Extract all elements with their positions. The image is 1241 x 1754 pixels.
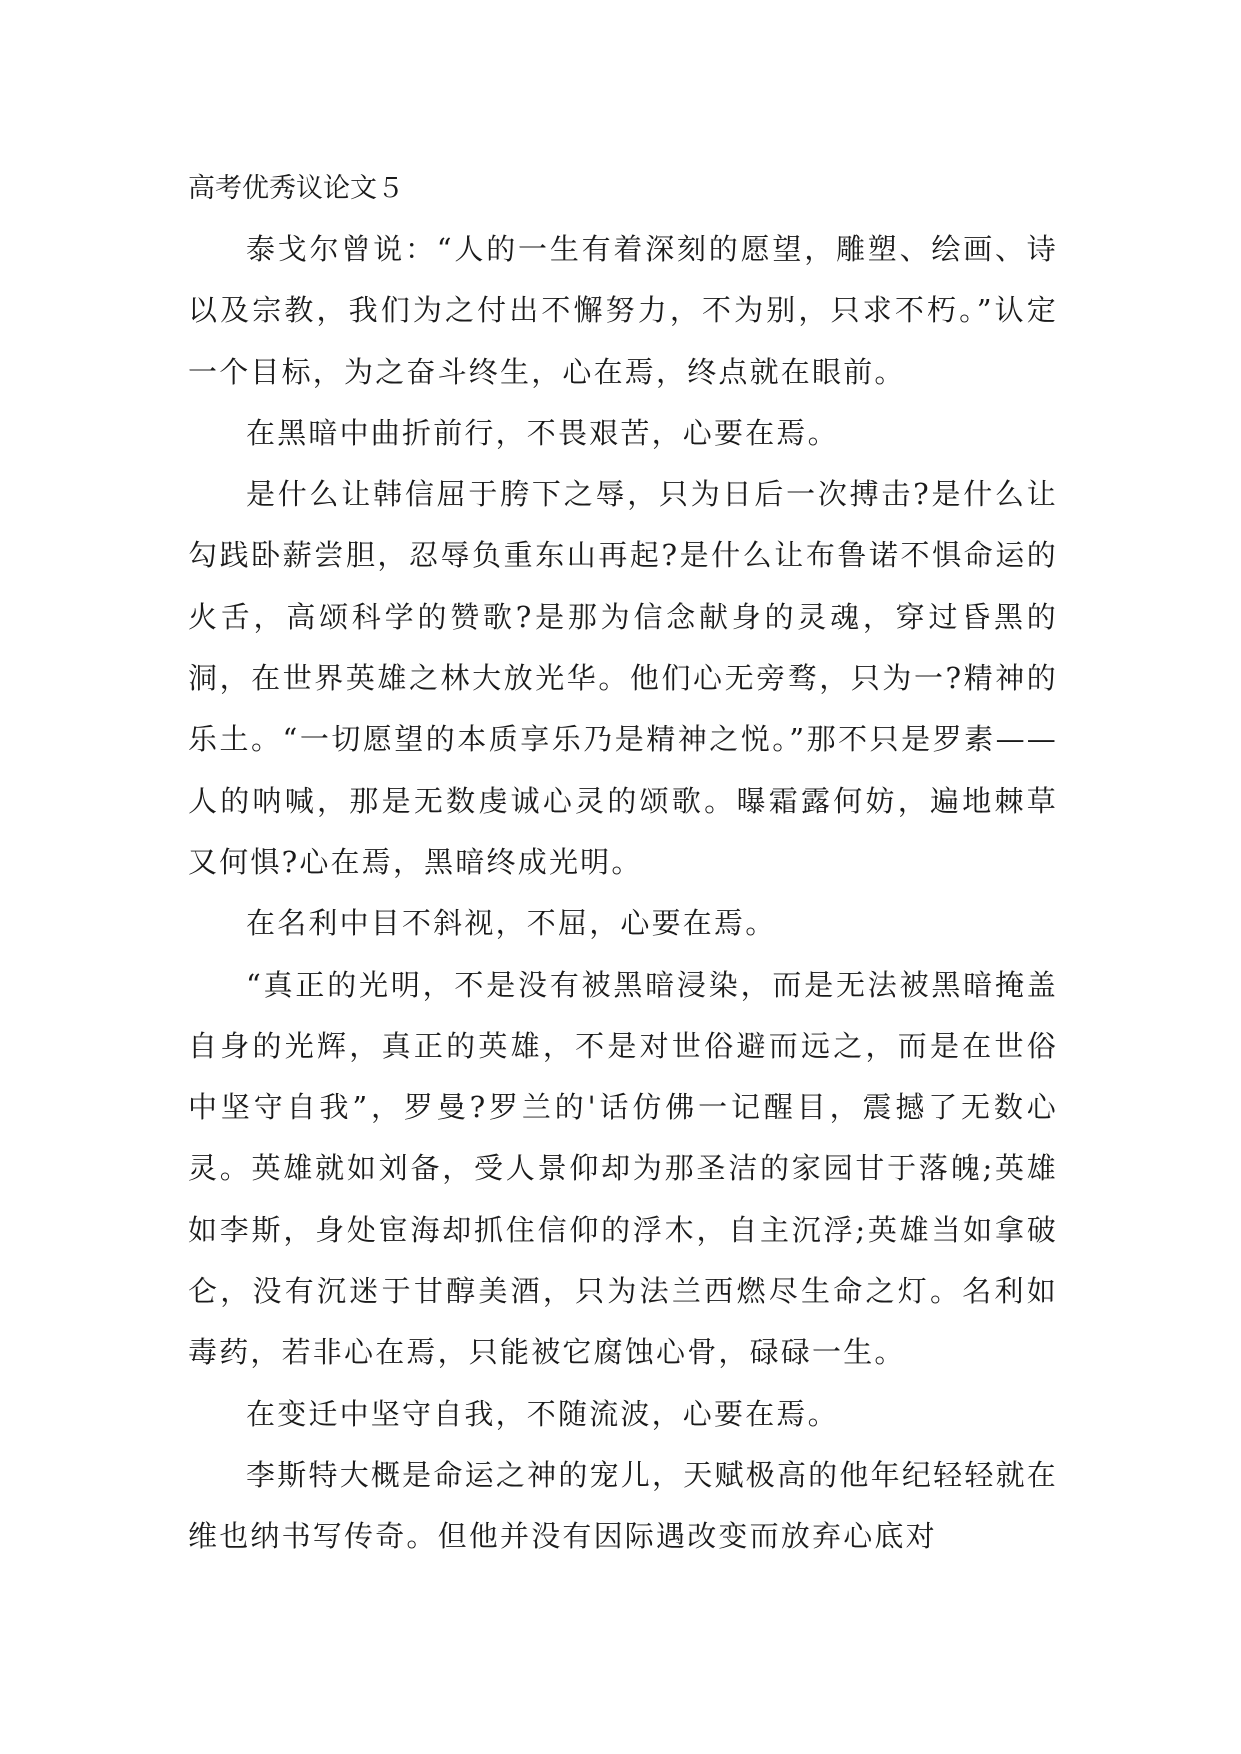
paragraph-liszt-body: 李斯特大概是命运之神的宠儿，天赋极高的他年纪轻轻就在维也纳书写传奇。但他并没有因际遇改变而放弃心底对 bbox=[188, 1457, 1058, 1554]
document-body bbox=[188, 158, 1058, 1568]
document-title: 高考优秀议论文５ bbox=[188, 173, 404, 204]
paragraph-fame-body: “真正的光明，不是没有被黑暗浸染，而是无法被黑暗掩盖自身的光辉，真正的英雄，不是对世俗避而远之，而是在世俗中坚守自我”，罗曼?罗兰的'话仿佛一记醒目，震撼了无数心灵。英雄就如刘备，受人景仰却为那圣洁的家园甘于落魄;英雄如李斯，身处宦海却抓住信仰的浮木，自主沉浮;英雄当如拿破仑，没有沉迷于甘醇美酒，只为法兰西燃尽生命之灯。名利如毒药，若非心在焉，只能被它腐蚀心骨，碌碌一生。 bbox=[188, 967, 1058, 1370]
paragraph-change-heading: 在变迁中坚守自我，不随流波，心要在焉。 bbox=[246, 1396, 839, 1431]
paragraph-darkness-body: 是什么让韩信屈于胯下之辱，只为日后一次搏击?是什么让勾践卧薪尝胆，忍辱负重东山再起?是什么让布鲁诺不惧命运的火舌，高颂科学的赞歌?是那为信念献身的灵魂，穿过昏黑的洞，在世界英雄之林大放光华。他们心无旁骛，只为一?精神的乐土。“一切愿望的本质享乐乃是精神之悦。”那不只是罗素——人的呐喊，那是无数虔诚心灵的颂歌。曝霜露何妨，遍地棘草又何惧?心在焉，黑暗终成光明。 bbox=[188, 477, 1058, 879]
paragraph-fame-heading: 在名利中目不斜视，不屈，心要在焉。 bbox=[246, 906, 777, 941]
paragraph-tagore-quote: 泰戈尔曾说：“人的一生有着深刻的愿望，雕塑、绘画、诗以及宗教，我们为之付出不懈努力，不为别，只求不朽。”认定一个目标，为之奋斗终生，心在焉，终点就在眼前。 bbox=[188, 232, 1058, 389]
paragraph-darkness-heading: 在黑暗中曲折前行，不畏艰苦，心要在焉。 bbox=[246, 415, 839, 450]
